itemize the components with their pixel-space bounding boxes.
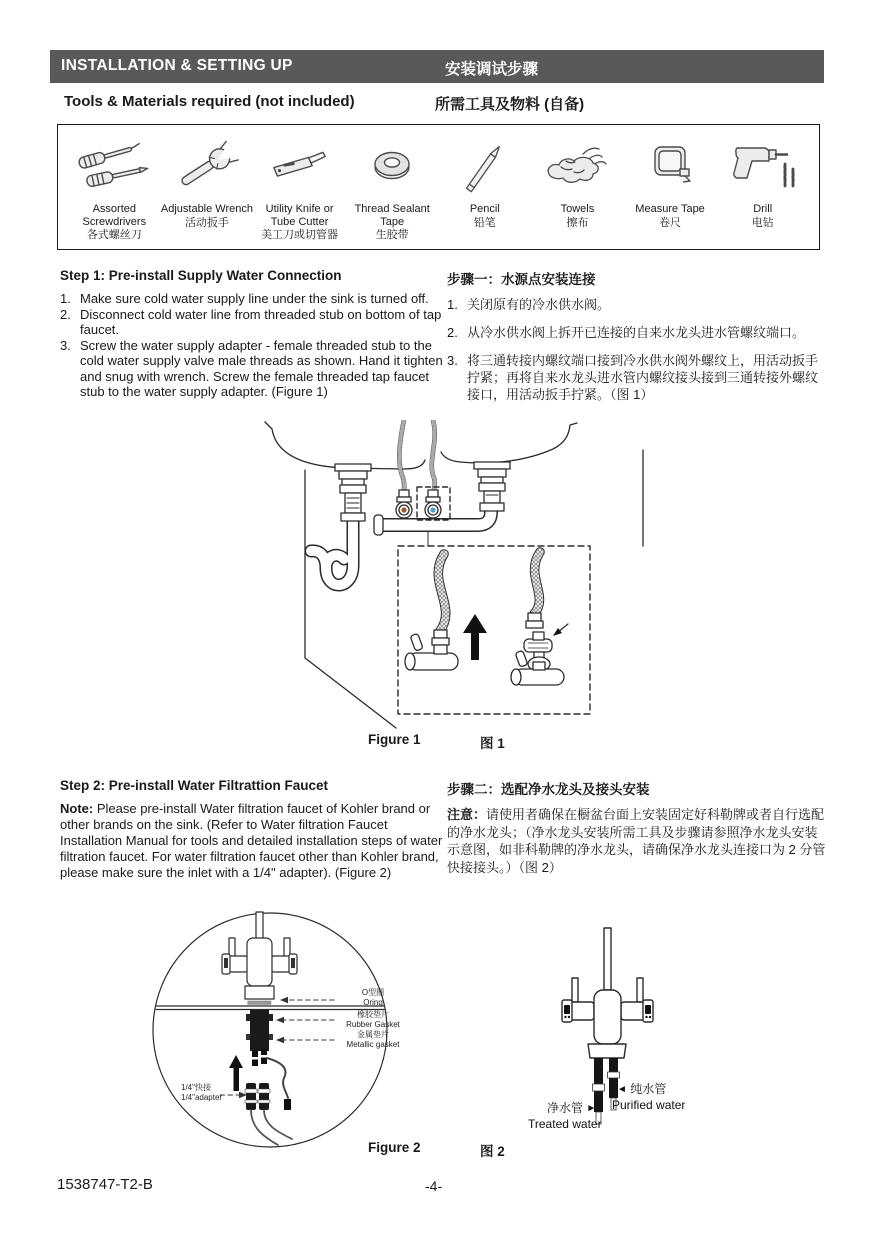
right-sink-bowl: [441, 423, 577, 463]
adjustable-wrench-icon: [170, 133, 244, 201]
list-item: 1. Make sure cold water supply line under the sink is turned off.: [60, 291, 429, 306]
tool-label-en: Thread Sealant Tape: [354, 203, 430, 228]
tool-item-knife: [253, 133, 346, 249]
pencil-icon: [455, 133, 515, 201]
tool-item-pencil: [439, 133, 532, 249]
tee-adapter: [524, 632, 552, 659]
oring-label: O型圈 Oring: [361, 988, 385, 1007]
list-item: 3. 将三通转接内螺纹端口接到冷水供水阀外螺纹上，用活动扳手拧紧；再将自来水龙头进水管内螺纹接头接到三通转接外螺纹接口，用活动扳手拧紧。（图 1）: [447, 353, 819, 402]
tool-item-wrench: [161, 133, 254, 249]
tool-label-en: Pencil: [469, 203, 500, 215]
braided-hose-left: [438, 554, 445, 631]
right-drain-assembly: [474, 462, 510, 511]
list-item: 3. Screw the water supply adapter - female threaded stub to the cold water supply valve male threads as shown. Hand it tighten and snug with wrench. Screw the female threaded tap faucet stub to the water supply adapter. (Figure 1): [60, 337, 443, 399]
tool-item-tape: [346, 133, 439, 249]
tool-label-en: Measure Tape: [635, 203, 705, 215]
tool-label-zh: 各式螺丝刀: [86, 229, 142, 241]
tool-item-screwdrivers: [68, 133, 161, 249]
tool-label-zh: 活动扳手: [184, 216, 229, 229]
pipe-end-cap: [374, 515, 383, 535]
purified-water-label-en: Purified water: [612, 1098, 686, 1112]
left-drain-assembly: [335, 464, 371, 521]
tool-label-en: Utility Knife or Tube Cutter: [265, 203, 334, 228]
quarter-inch-adapters: [245, 1083, 270, 1110]
figure2-caption-zh: 图 2: [480, 1144, 505, 1159]
metallic-gasket-label: 金属垫片 Metallic gasket: [346, 1030, 400, 1049]
faucet-shank: [250, 1010, 269, 1051]
tool-item-drill: [716, 133, 809, 249]
document-number: 1538747-T2-B: [57, 1176, 153, 1193]
quarter-inch-adapter-label: 1/4"快接 1/4"adapter: [181, 1083, 223, 1102]
up-arrow: [463, 614, 487, 660]
cold-water-dot: [430, 507, 435, 512]
supply-tubes: [251, 1110, 292, 1145]
step1-heading-zh: 步骤一：水源点安装连接: [447, 272, 596, 287]
step1-heading-en: Step 1: Pre-install Supply Water Connection: [60, 268, 342, 283]
screwdrivers-icon: [75, 133, 153, 201]
figure1-under-sink-diagram: [228, 420, 658, 732]
step2-heading-en: Step 2: Pre-install Water Filtrattion Faucet: [60, 778, 329, 793]
hose-connectors: [396, 490, 441, 518]
towels-icon: [539, 133, 615, 201]
tool-label-en: Towels: [560, 203, 595, 215]
list-item: 1. 关闭原有的冷水供水阀。: [447, 297, 611, 312]
step1-section-zh: [447, 268, 829, 414]
step1-list-en: [60, 291, 445, 400]
list-item: 2. Disconnect cold water line from threaded stub on bottom of tap faucet.: [60, 306, 442, 337]
tool-label-zh: 电钻: [751, 216, 774, 229]
tool-label-zh: 生胶带: [375, 229, 409, 241]
tool-label-en: Adjustable Wrench: [160, 203, 253, 215]
filtration-faucet: [222, 912, 297, 999]
header-title-zh: 安装调试步骤: [445, 61, 539, 78]
step2-note-en: Note: Please pre-install Water filtration faucet of Kohler brand or other brands on the sink. (Refer to Water filtration Faucet Installation Manual for tools and detailed installation steps of water filtration faucet. For water filtration faucet other than Kohler brand, please make sure the inlet with a 1/4" adapter). (Figure 2): [60, 801, 443, 880]
tool-item-towels: [531, 133, 624, 249]
o-ring: [248, 1001, 271, 1005]
arrow-left-icon: ◄: [617, 1084, 627, 1095]
tool-label-zh: 擦布: [566, 216, 589, 229]
figure1-caption-en: Figure 1: [368, 732, 421, 747]
measure-tape-icon: [635, 133, 705, 201]
list-item: 2. 从冷水供水阀上拆开已连接的自来水龙头进水管螺纹端口。: [447, 325, 806, 340]
treated-water-label-en: Treated water: [528, 1117, 602, 1131]
tool-label-en: Drill: [753, 203, 773, 215]
purified-water-label-zh: ◄ 纯水管: [617, 1082, 667, 1096]
tools-title-zh: 所需工具及物料 (自备): [435, 96, 585, 113]
header-title-en: INSTALLATION & SETTING UP: [61, 57, 293, 74]
step2-note-zh: 注意：请使用者确保在橱盆台面上安装固定好科勒牌或者自行选配的净水龙头；（净水龙头安装所需工具及步骤请参照净水龙头安装示意图，如非科勒牌的净水龙头，请确保净水龙头连接口为 2 分管快接接头。）（图 2）: [447, 807, 826, 875]
tools-title-en: Tools & Materials required (not included): [64, 93, 355, 110]
tool-item-measure-tape: [624, 133, 717, 249]
step2-section-en: [60, 778, 448, 881]
step2-heading-zh: 步骤二：选配净水龙头及接头安装: [447, 782, 650, 797]
arrow-right-icon: ►: [586, 1103, 597, 1114]
figure2-caption-en: Figure 2: [368, 1140, 421, 1155]
hot-water-dot: [401, 507, 406, 512]
tool-label-zh: 卷尺: [659, 216, 682, 229]
page-number: -4-: [425, 1178, 443, 1194]
utility-knife-icon: [262, 133, 338, 201]
tools-box: [57, 124, 820, 250]
step1-list-zh: [447, 296, 829, 403]
header-bar: [50, 50, 824, 83]
tool-label-zh: 铅笔: [473, 216, 496, 229]
step1-section-en: [60, 268, 445, 400]
tool-label-zh: 美工刀或切管器: [261, 229, 339, 241]
treated-water-label-zh: 净水管 ►: [547, 1101, 597, 1115]
thread-sealant-tape-icon: [357, 133, 427, 201]
drill-icon: [725, 133, 801, 201]
filtration-faucet-body: [562, 928, 653, 1058]
tool-label-en: Assorted Screwdrivers: [82, 203, 147, 228]
figure1-caption-zh: 图 1: [480, 736, 505, 751]
rubber-gasket-label: 橡胶垫片 Rubber Gasket: [346, 1010, 400, 1029]
step2-section-zh: [447, 778, 829, 876]
